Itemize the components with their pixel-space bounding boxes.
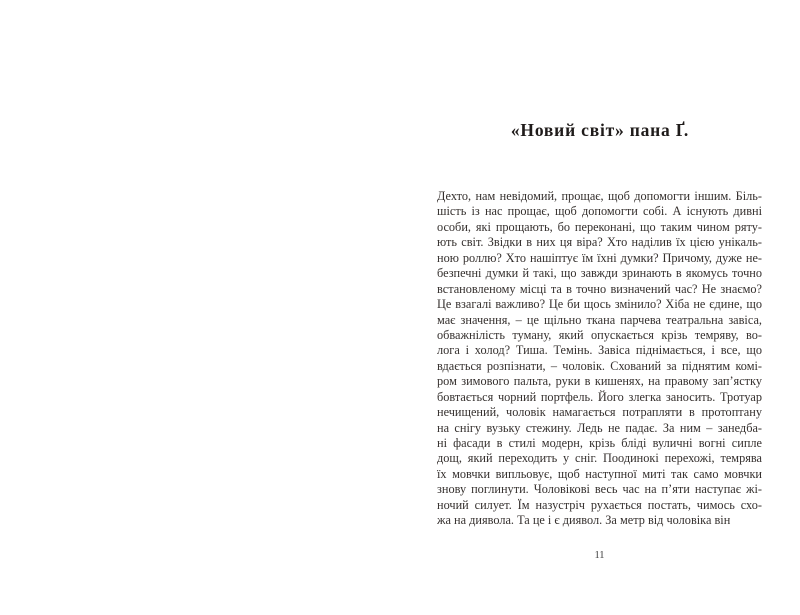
body-line: має значення, – це щільно ткана парчева театральна завіса, [437, 312, 762, 327]
chapter-title: «Новий світ» пана Ґ. [510, 120, 690, 140]
right-page [400, 0, 800, 615]
body-text [437, 189, 762, 529]
body-line: особи, які прощають, бо переконані, що таким чином ряту- [437, 219, 762, 234]
body-line: Це взагалі важливо? Це би щось змінило? Хіба не єдине, що [437, 297, 762, 312]
body-line: ні фасади в стилі модерн, крізь бліді вуличні вогні сипле [437, 436, 762, 450]
body-line: Дехто, нам невідомий, прощає, щоб допомогти іншим. Біль- [437, 189, 762, 203]
body-line: ють світ. Звідки в них ця віра? Хто наділив їх цією унікаль- [437, 235, 762, 250]
body-line: вдається розпізнати, – чоловік. Схований за піднятим комі- [437, 358, 762, 373]
body-line: їх мовчки випльовує, щоб наступної миті так само мовчки [437, 466, 762, 481]
body-line: обважнілість туману, який опускається крізь темряву, во- [437, 327, 762, 342]
body-line: нечищений, чоловік намагається потрапляти в протоптану [437, 405, 762, 420]
body-line: жа на диявола. Та це і є диявол. За метр від чоловіка він [437, 513, 731, 528]
body-line: лога і холод? Тиша. Темінь. Завіса піднімається, і все, що [437, 343, 762, 358]
body-line: знову поглинути. Чоловікові весь час на п’яти наступає жі- [437, 482, 762, 497]
body-line: встановленому місці та в точно визначений час? Не знаємо? [437, 281, 762, 296]
body-line: шість із нас прощає, щоб допомогти собі. А існують дивні [437, 204, 762, 219]
page-number: 11 [594, 550, 605, 561]
body-line: дощ, який переходить у сніг. Поодинокі перехожі, темрява [437, 451, 762, 466]
body-line: ром зимового пальта, руки в кишенях, на правому зап’ястку [437, 374, 762, 389]
body-line: бовтається чорний портфель. Його злегка заносить. Тротуар [437, 389, 762, 404]
body-line: ночий силует. Їм назустріч рухається постать, чимось схо- [437, 497, 762, 512]
body-line: ною роллю? Хто нашіптує їм їхні думки? Причому, дуже не- [437, 250, 762, 265]
body-line: безпечні думки й такі, що завжди зринають в якомусь точно [437, 266, 762, 281]
body-line: на снігу вузьку стежину. Ледь не падає. За ним – занедба- [437, 420, 762, 435]
